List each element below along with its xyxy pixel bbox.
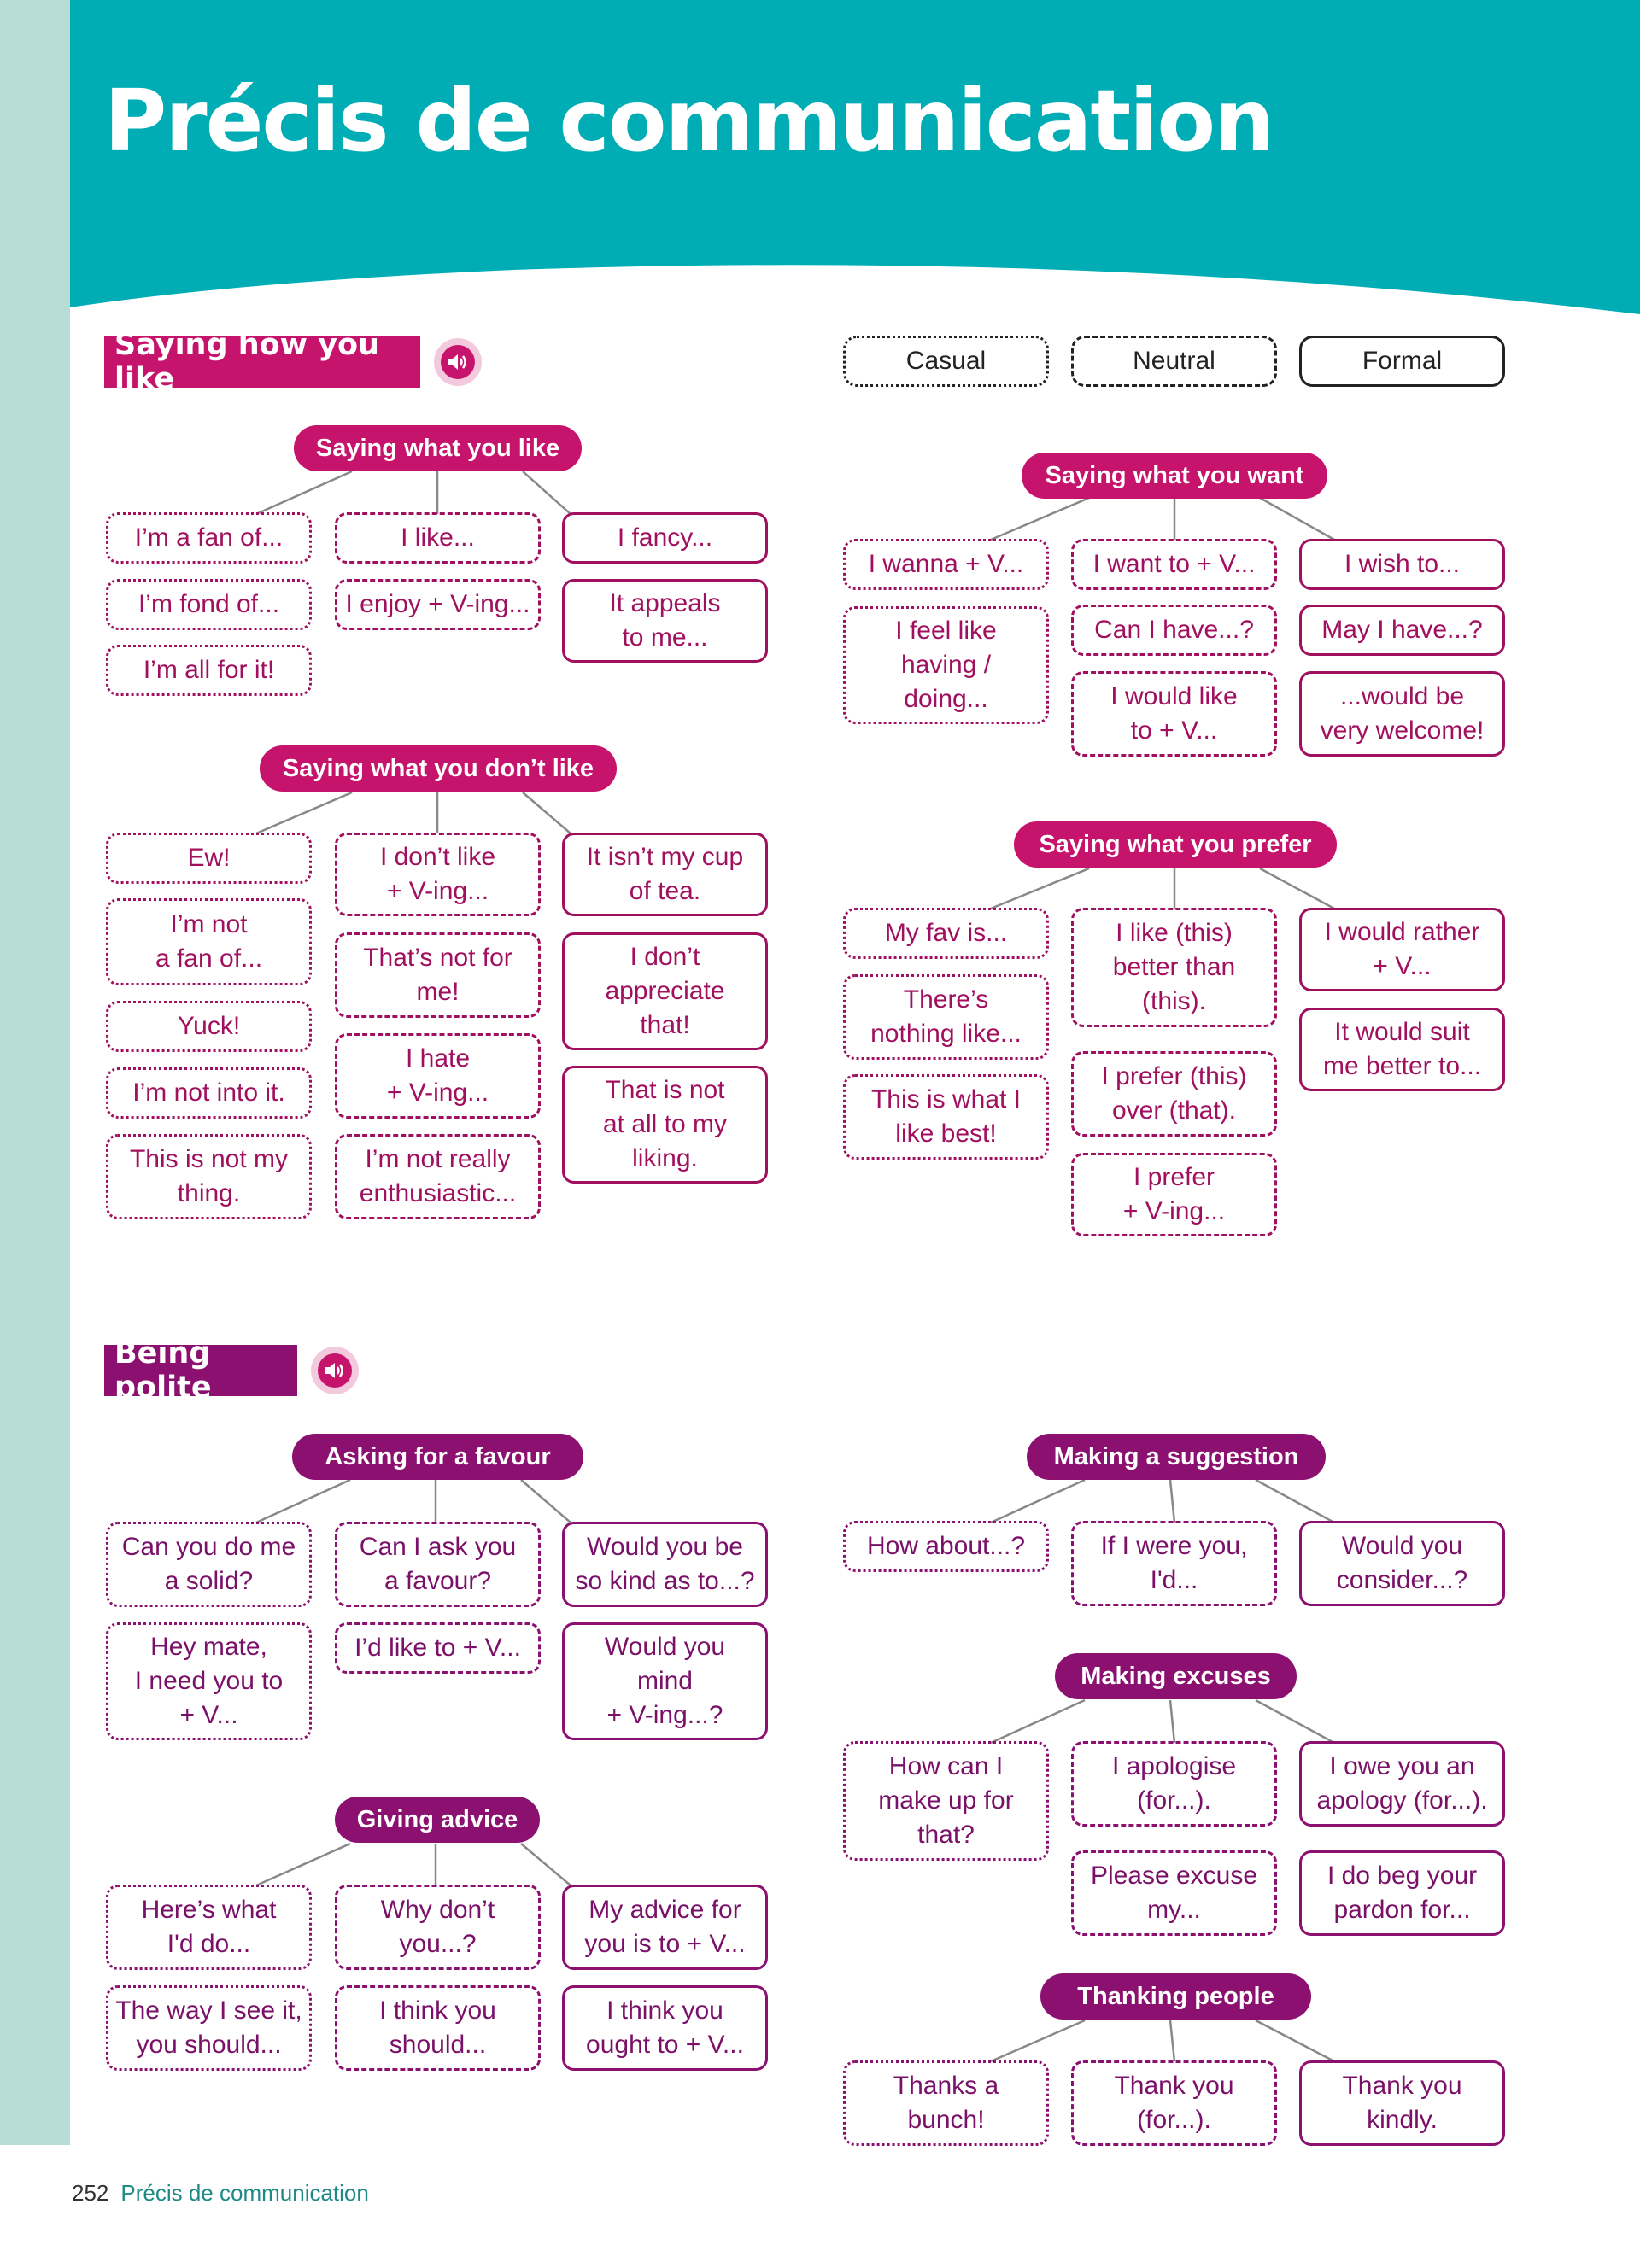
category-making-a-suggestion: Making a suggestion xyxy=(1027,1434,1326,1480)
phrase-neutral: Can I ask you a favour? xyxy=(335,1522,541,1607)
phrase-neutral: I like (this) better than (this). xyxy=(1071,908,1277,1027)
phrase-neutral: If I were you, I'd... xyxy=(1071,1521,1277,1606)
phrase-neutral: I’m not really enthusiastic... xyxy=(335,1134,541,1219)
phrase-casual: How about...? xyxy=(843,1521,1049,1572)
phrase-formal: It appeals to me... xyxy=(562,579,768,663)
category-saying-what-you-dont-like: Saying what you don’t like xyxy=(260,745,617,792)
phrase-neutral: I like... xyxy=(335,512,541,564)
phrase-formal: Would you consider...? xyxy=(1299,1521,1505,1606)
phrase-casual: Hey mate, I need you to + V... xyxy=(106,1622,312,1740)
phrase-casual: I’m not a fan of... xyxy=(106,898,312,985)
category-giving-advice: Giving advice xyxy=(335,1797,540,1843)
phrase-formal: Would you mind + V-ing...? xyxy=(562,1622,768,1740)
category-asking-for-a-favour: Asking for a favour xyxy=(292,1434,583,1480)
category-making-excuses: Making excuses xyxy=(1055,1653,1297,1699)
phrase-neutral: I enjoy + V-ing... xyxy=(335,579,541,630)
phrase-neutral: Please excuse my... xyxy=(1071,1850,1277,1936)
phrase-casual: This is not my thing. xyxy=(106,1134,312,1219)
legend-formal: Formal xyxy=(1299,336,1505,387)
phrase-formal: It would suit me better to... xyxy=(1299,1008,1505,1091)
phrase-casual: My fav is... xyxy=(843,908,1049,959)
section-title-being-polite: Being polite xyxy=(104,1345,297,1396)
phrase-casual: The way I see it, you should... xyxy=(106,1985,312,2071)
phrase-casual: I’m fond of... xyxy=(106,579,312,630)
phrase-neutral: I would like to + V... xyxy=(1071,671,1277,757)
phrase-neutral: I apologise (for...). xyxy=(1071,1741,1277,1827)
phrase-casual: Yuck! xyxy=(106,1001,312,1052)
page-title: Précis de communication xyxy=(104,71,1274,171)
phrase-formal: My advice for you is to + V... xyxy=(562,1885,768,1970)
phrase-casual: Here’s what I'd do... xyxy=(106,1885,312,1970)
section-title-saying-how-you-like: Saying how you like xyxy=(104,336,420,388)
phrase-formal: I don’t appreciate that! xyxy=(562,932,768,1050)
legend-casual: Casual xyxy=(843,336,1049,387)
phrase-formal: ...would be very welcome! xyxy=(1299,671,1505,757)
phrase-casual: There’s nothing like... xyxy=(843,974,1049,1060)
phrase-neutral: I don’t like + V-ing... xyxy=(335,833,541,916)
phrase-formal: Thank you kindly. xyxy=(1299,2060,1505,2146)
phrase-formal: I fancy... xyxy=(562,512,768,564)
phrase-casual: I feel like having / doing... xyxy=(843,606,1049,724)
phrase-formal: That is not at all to my liking. xyxy=(562,1066,768,1184)
phrase-neutral: That’s not for me! xyxy=(335,932,541,1018)
phrase-neutral: Why don’t you...? xyxy=(335,1885,541,1970)
speaker-icon[interactable] xyxy=(311,1347,359,1394)
legend-neutral: Neutral xyxy=(1071,336,1277,387)
category-saying-what-you-want: Saying what you want xyxy=(1022,453,1327,499)
phrase-formal: It isn’t my cup of tea. xyxy=(562,833,768,916)
phrase-formal: I owe you an apology (for...). xyxy=(1299,1741,1505,1827)
phrase-neutral: I want to + V... xyxy=(1071,539,1277,590)
phrase-casual: Thanks a bunch! xyxy=(843,2060,1049,2146)
phrase-formal: I do beg your pardon for... xyxy=(1299,1850,1505,1936)
phrase-neutral: I prefer (this) over (that). xyxy=(1071,1051,1277,1137)
phrase-neutral: Thank you (for...). xyxy=(1071,2060,1277,2146)
phrase-neutral: I prefer + V-ing... xyxy=(1071,1153,1277,1236)
category-saying-what-you-like: Saying what you like xyxy=(294,425,582,471)
phrase-casual: Ew! xyxy=(106,833,312,884)
phrase-neutral: Can I have...? xyxy=(1071,605,1277,656)
page-footer xyxy=(72,2180,369,2207)
phrase-formal: I would rather + V... xyxy=(1299,908,1505,991)
phrase-casual: How can I make up for that? xyxy=(843,1741,1049,1861)
phrase-casual: I’m not into it. xyxy=(106,1067,312,1119)
footer-label: Précis de communication xyxy=(120,2180,369,2206)
phrase-neutral: I’d like to + V... xyxy=(335,1622,541,1674)
phrase-neutral: I think you should... xyxy=(335,1985,541,2071)
phrase-formal: I wish to... xyxy=(1299,539,1505,590)
page-number: 252 xyxy=(72,2180,109,2206)
phrase-casual: I’m all for it! xyxy=(106,645,312,696)
phrase-casual: Can you do me a solid? xyxy=(106,1522,312,1607)
category-thanking-people: Thanking people xyxy=(1040,1973,1311,2020)
phrase-casual: I wanna + V... xyxy=(843,539,1049,590)
phrase-casual: I’m a fan of... xyxy=(106,512,312,564)
phrase-casual: This is what I like best! xyxy=(843,1074,1049,1160)
category-saying-what-you-prefer: Saying what you prefer xyxy=(1014,821,1337,868)
phrase-formal: May I have...? xyxy=(1299,605,1505,656)
phrase-neutral: I hate + V-ing... xyxy=(335,1033,541,1119)
phrase-formal: Would you be so kind as to...? xyxy=(562,1522,768,1607)
phrase-formal: I think you ought to + V... xyxy=(562,1985,768,2071)
